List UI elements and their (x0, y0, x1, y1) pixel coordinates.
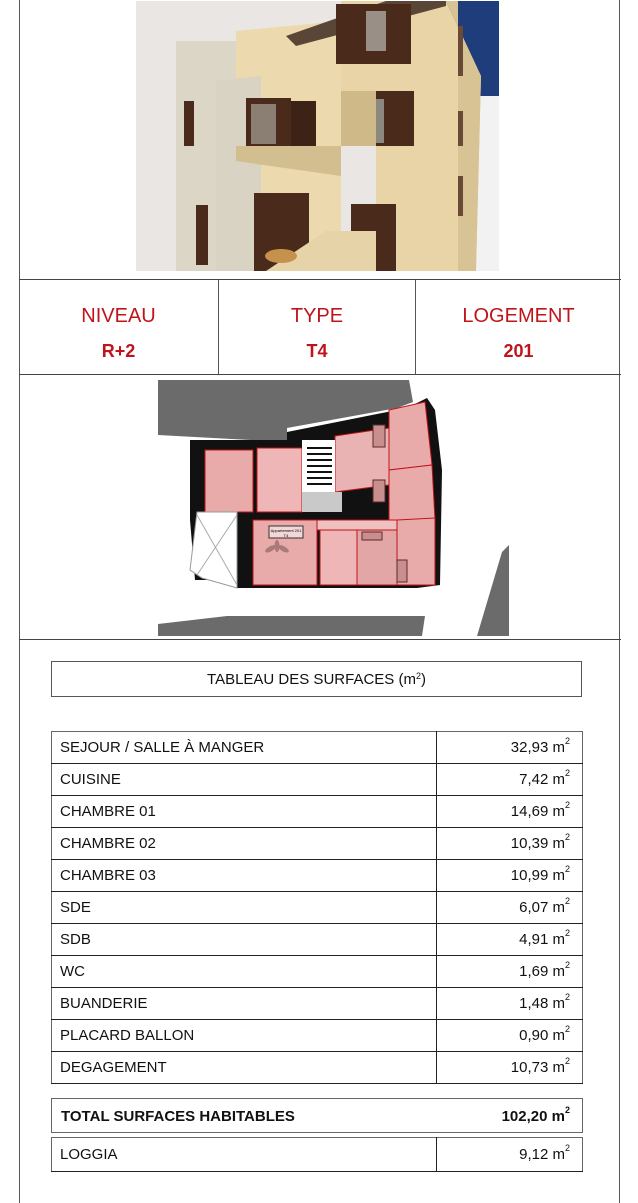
room-label: CHAMBRE 01 (52, 796, 437, 828)
total-habitable-row (51, 1098, 583, 1133)
building-render-image (136, 1, 499, 271)
room-area: 32,93 $m^2$ (437, 732, 583, 764)
table-row (52, 1020, 583, 1052)
room-area: 14,69 $m^2$ (437, 796, 583, 828)
table-row (52, 956, 583, 988)
room-area: 0,90 $m^2$ (437, 1020, 583, 1052)
title-end: ) (420, 671, 426, 688)
logement-value: 201 (503, 341, 534, 361)
room-label: BUANDERIE (52, 988, 437, 1020)
floor-plan-drawing (157, 380, 512, 636)
room-area: 10,99 $m^2$ (437, 860, 583, 892)
room-area: 4,91 $m^2$ (437, 924, 583, 956)
room-label: SEJOUR / SALLE À MANGER (52, 732, 437, 764)
room-area: 9,12 $m^2$ (437, 1138, 583, 1172)
table-row (52, 924, 583, 956)
niveau-cell (19, 280, 218, 374)
table-row (52, 892, 583, 924)
table-row (52, 1052, 583, 1084)
room-label: PLACARD BALLON (52, 1020, 437, 1052)
room-label: SDE (52, 892, 437, 924)
room-area: 7,42 $m^2$ (437, 764, 583, 796)
room-label: CUISINE (52, 764, 437, 796)
niveau-label: NIVEAU (81, 305, 156, 327)
table-row (52, 732, 583, 764)
logement-cell (415, 280, 621, 374)
total-value: 102,20 $m^2$ (501, 1105, 570, 1125)
divider (19, 374, 621, 375)
surfaces-table (51, 731, 583, 1084)
surfaces-table-title (51, 661, 582, 697)
unit-info-bar (19, 280, 621, 374)
room-label: CHAMBRE 03 (52, 860, 437, 892)
room-area: 10,39 $m^2$ (437, 828, 583, 860)
room-area: 1,48 $m^2$ (437, 988, 583, 1020)
table-row (52, 860, 583, 892)
room-label: SDB (52, 924, 437, 956)
table-row (52, 796, 583, 828)
divider (19, 639, 621, 640)
room-label: DEGAGEMENT (52, 1052, 437, 1084)
total-label: TOTAL SURFACES HABITABLES (61, 1108, 295, 1125)
type-value: T4 (306, 341, 328, 361)
table-row (52, 1138, 583, 1172)
niveau-value: R+2 (101, 341, 136, 361)
table-row (52, 828, 583, 860)
type-cell (218, 280, 415, 374)
type-label: TYPE (290, 305, 344, 327)
room-area: 1,69 $m^2$ (437, 956, 583, 988)
annex-surfaces-table (51, 1137, 583, 1172)
svg-text:Appartement 201: Appartement 201 (270, 528, 302, 533)
title-superscript: 2 (415, 671, 421, 681)
room-area: 10,73 $m^2$ (437, 1052, 583, 1084)
room-area: 6,07 $m^2$ (437, 892, 583, 924)
room-label: CHAMBRE 02 (52, 828, 437, 860)
room-label: WC (52, 956, 437, 988)
table-row (52, 988, 583, 1020)
logement-label: LOGEMENT (462, 305, 575, 327)
svg-text:T4: T4 (283, 533, 289, 538)
room-label: LOGGIA (52, 1138, 437, 1172)
title-text: TABLEAU DES SURFACES (m (207, 671, 416, 688)
table-row (52, 764, 583, 796)
